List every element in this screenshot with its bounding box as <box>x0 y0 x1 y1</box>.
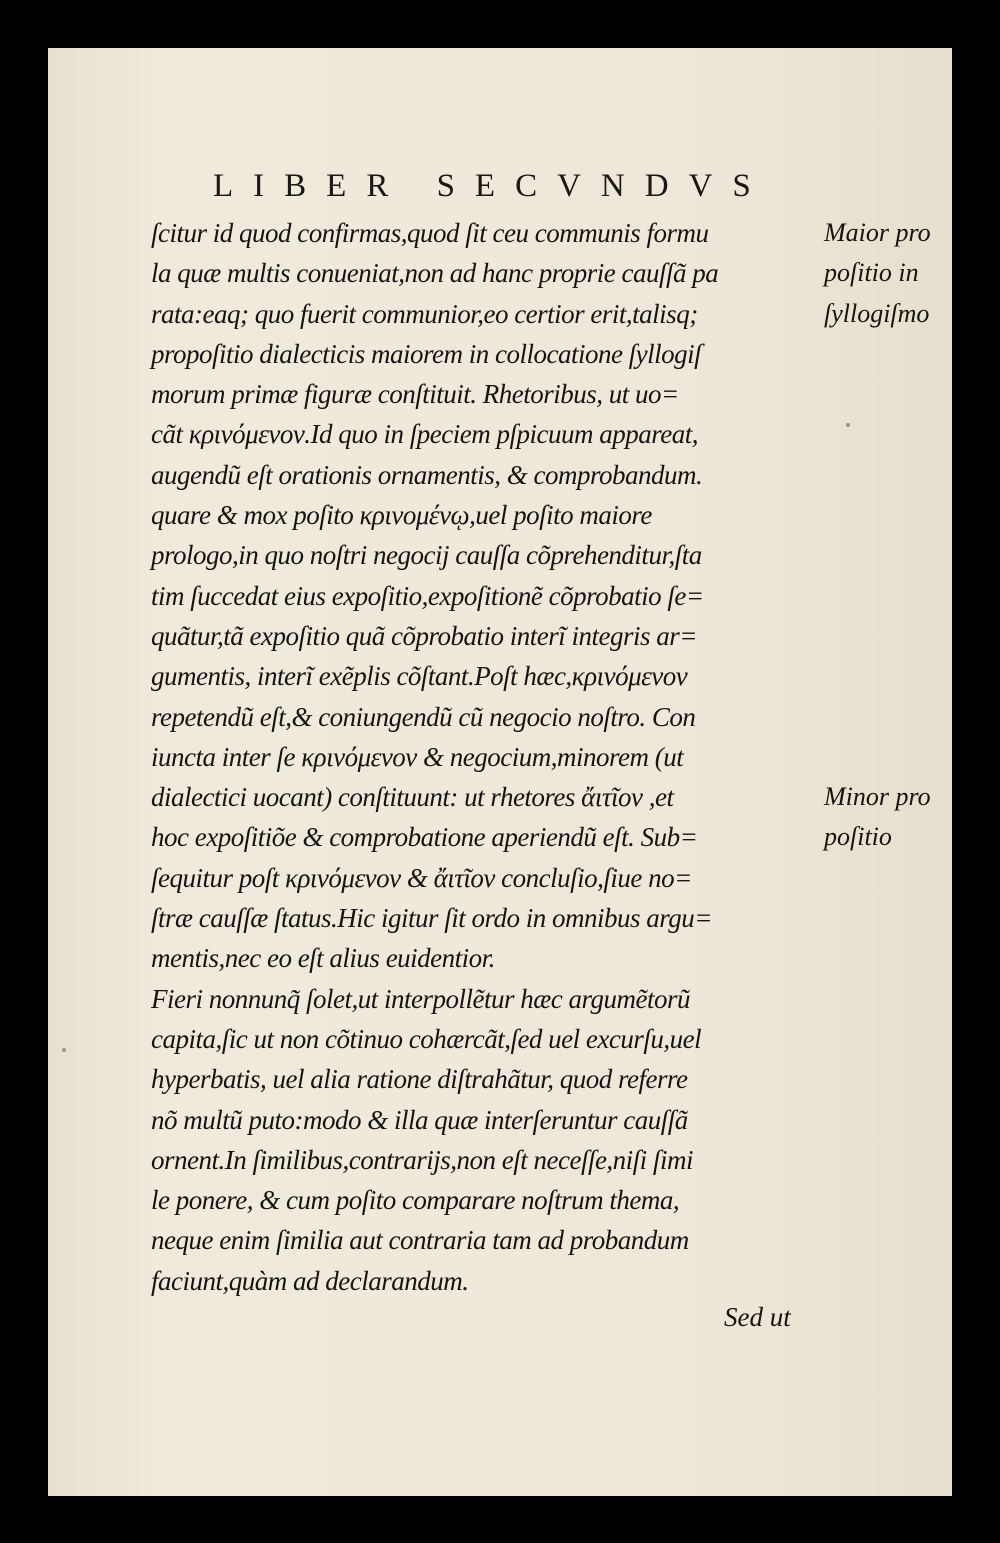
text-line: mentis,nec eo eſt alius euidentior. <box>151 943 495 974</box>
text-line: ſcitur id quod confirmas,quod ſit ceu communis formu <box>151 218 709 248</box>
margin-note-line: ſyllogiſmo <box>824 298 930 328</box>
text-line: quãtur,tã expoſitio quã cõprobatio interĩ integris ar= <box>151 620 697 651</box>
margin-note-line: poſitio in <box>824 258 919 288</box>
text-line: propoſitio dialecticis maiorem in collocatione ſyllogiſ <box>151 338 702 369</box>
text-line: neque enim ſimilia aut contraria tam ad probandum <box>151 1225 689 1256</box>
text-line: ſtræ cauſſæ ſtatus.Hic igitur ſit ordo in omnibus argu= <box>151 903 713 934</box>
margin-note-line: poſitio <box>824 822 892 852</box>
text-line: repetendũ eſt,& coniungendũ cũ negocio noſtro. Con <box>151 701 696 732</box>
text-line: capita,ſic ut non cõtinuo cohærcãt,ſed uel excurſu,uel <box>151 1023 702 1054</box>
text-line: Fieri nonnunq̃ ſolet,ut interpollẽtur hæc argumẽtorũ <box>151 983 690 1014</box>
text-line: dialectici uocant) conſtituunt: ut rhetores ἄιτῖον ,et <box>151 782 674 813</box>
text-line: la quæ multis conueniat,non ad hanc proprie cauſſã pa <box>151 258 719 289</box>
margin-note-line: Maior pro <box>824 218 931 247</box>
text-line: faciunt,quàm ad declarandum. <box>151 1265 469 1296</box>
text-line: le ponere, & cum poſito comparare noſtrum thema, <box>151 1185 680 1216</box>
margin-note-line: Minor pro <box>824 782 931 811</box>
text-line: gumentis, interĩ exẽplis cõſtant.Poſt hæc,κρινόμενον <box>151 661 688 692</box>
text-line: hoc expoſitiõe & comprobatione aperiendũ eſt. Sub= <box>151 822 698 853</box>
text-line: rata:eaq; quo fuerit communior,eo certior erit,talisq; <box>151 298 698 329</box>
margin-note-minor-premise <box>824 777 931 858</box>
text-line: prologo,in quo noſtri negocij cauſſa cõprehenditur,ſta <box>151 540 702 571</box>
running-head: LIBER SECVNDVS <box>213 168 771 204</box>
text-line: nõ multũ puto:modo & illa quæ interſeruntur cauſſã <box>151 1104 688 1135</box>
text-line: ornent.In ſimilibus,contrarijs,non eſt neceſſe,niſi ſimi <box>151 1144 693 1175</box>
text-line: quare & mox poſito κρινομένῳ,uel poſito maiore <box>151 500 652 531</box>
text-line: ſequitur poſt κρινόμενον & ἄιτῖον concluſio,ſiue no= <box>151 862 692 893</box>
catchword: Sed ut <box>724 1302 791 1332</box>
text-line: hyperbatis, uel alia ratione diſtrahãtur, quod referre <box>151 1064 688 1095</box>
text-line: morum primæ figuræ conſtituit. Rhetoribus, ut uo= <box>151 379 679 410</box>
margin-note-major-premise <box>824 213 931 334</box>
book-page <box>48 48 952 1496</box>
text-line: augendũ eſt orationis ornamentis, & comprobandum. <box>151 459 703 490</box>
ink-speck <box>846 423 850 427</box>
main-text-block <box>151 213 811 1301</box>
text-line: cãt κρινόμενον.Id quo in ſpeciem pſpicuum appareat, <box>151 419 698 450</box>
text-line: iuncta inter ſe κρινόμενον & negocium,minorem (ut <box>151 741 684 772</box>
ink-speck <box>62 1048 66 1052</box>
text-line: tim ſuccedat eius expoſitio,expoſitionẽ cõprobatio ſe= <box>151 580 704 611</box>
